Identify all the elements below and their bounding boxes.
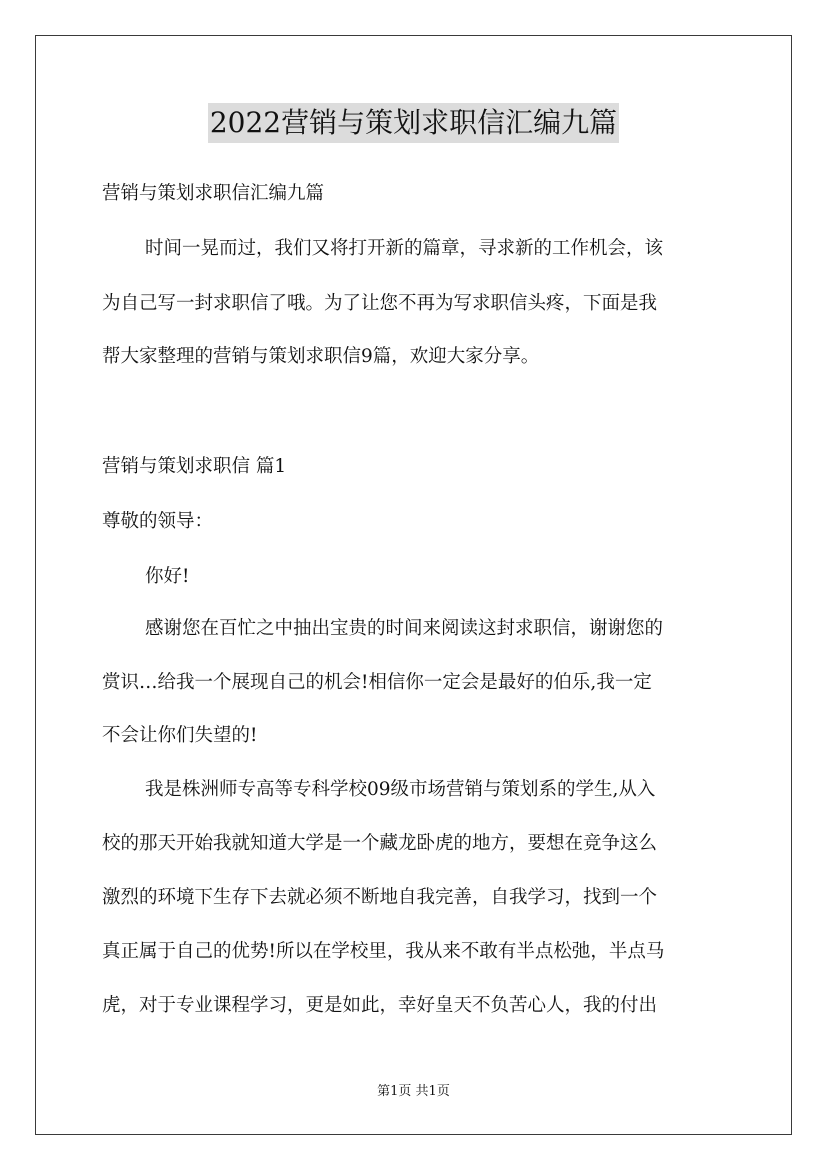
greeting: 你好! [145,566,190,587]
intro-line: 为自己写一封求职信了哦。为了让您不再为写求职信头疼，下面是我 [102,293,658,314]
document-title-wrap [0,103,827,143]
salutation: 尊敬的领导： [102,511,214,532]
body-line: 感谢您在百忙之中抽出宝贵的时间来阅读这封求职信，谢谢您的 [145,618,664,639]
intro-line: 时间一晃而过，我们又将打开新的篇章，寻求新的工作机会，该 [145,238,664,259]
document-title: 2022营销与策划求职信汇编九篇 [208,103,619,143]
section-heading: 营销与策划求职信 篇1 [102,456,287,477]
body-line: 激烈的环境下生存下去就必须不断地自我完善，自我学习，找到一个 [102,887,658,908]
body-line: 我是株洲师专高等专科学校09级市场营销与策划系的学生,从入 [145,779,656,800]
body-line: 不会让你们失望的! [102,725,258,746]
body-line: 真正属于自己的优势!所以在学校里，我从来不敢有半点松弛，半点马 [102,941,665,962]
intro-line: 帮大家整理的营销与策划求职信9篇，欢迎大家分享。 [102,346,540,367]
page-footer: 第1页 共1页 [377,1084,450,1099]
document-subtitle: 营销与策划求职信汇编九篇 [102,183,325,204]
body-line: 赏识…给我一个展现自己的机会!相信你一定会是最好的伯乐,我一定 [102,672,652,693]
body-line: 虎，对于专业课程学习，更是如此，幸好皇天不负苦心人，我的付出 [102,995,658,1016]
body-line: 校的那天开始我就知道大学是一个藏龙卧虎的地方，要想在竞争这么 [102,833,658,854]
